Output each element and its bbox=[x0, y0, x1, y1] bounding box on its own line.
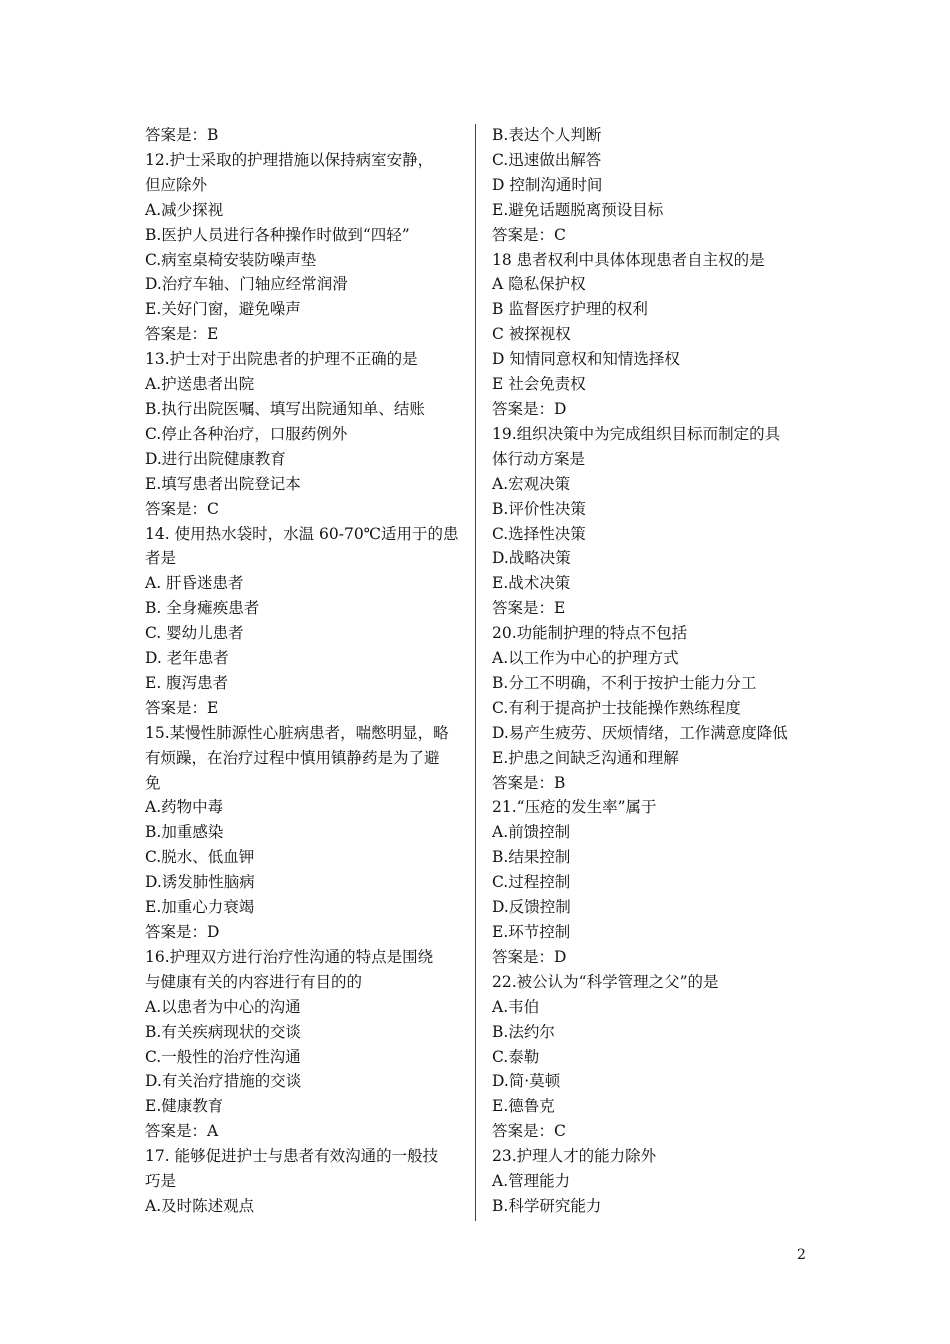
text-line: B.医护人员进行各种操作时做到“四轻” bbox=[145, 225, 410, 244]
text-line: A.减少探视 bbox=[145, 200, 224, 219]
text-line: 答案是：E bbox=[145, 698, 219, 717]
text-line: 答案是：C bbox=[492, 225, 566, 244]
text-line: A.以工作为中心的护理方式 bbox=[492, 649, 679, 668]
text-line: 答案是：C bbox=[492, 1122, 566, 1141]
text-line: C 被探视权 bbox=[492, 325, 571, 344]
text-line: C.泰勒 bbox=[492, 1047, 540, 1066]
text-line: 答案是：A bbox=[145, 1122, 219, 1141]
text-line: E 社会免责权 bbox=[492, 375, 586, 394]
text-line: D 控制沟通时间 bbox=[492, 175, 603, 194]
text-line: A.护送患者出院 bbox=[145, 375, 255, 394]
text-line: A.前馈控制 bbox=[492, 823, 571, 842]
text-line: D.战略决策 bbox=[492, 549, 571, 568]
text-line: 20.功能制护理的特点不包括 bbox=[492, 624, 688, 643]
text-line: E.避免话题脱离预设目标 bbox=[492, 200, 664, 219]
text-line: D.治疗车轴、门轴应经常润滑 bbox=[145, 275, 348, 294]
text-line: 23.护理人才的能力除外 bbox=[492, 1147, 657, 1166]
text-line: 答案是：C bbox=[145, 499, 219, 518]
text-line: C.脱水、低血钾 bbox=[145, 848, 255, 867]
text-line: A 隐私保护权 bbox=[492, 275, 586, 294]
text-line: 答案是：D bbox=[492, 947, 567, 966]
text-line: E.护患之间缺乏沟通和理解 bbox=[492, 748, 679, 767]
text-line: A.以患者为中心的沟通 bbox=[145, 997, 301, 1016]
text-line: E.德鲁克 bbox=[492, 1097, 555, 1116]
text-line: E.加重心力衰竭 bbox=[145, 898, 255, 917]
text-line: 13.护士对于出院患者的护理不正确的是 bbox=[145, 350, 418, 369]
text-line: E. 腹泻患者 bbox=[145, 673, 229, 692]
text-line: B.执行出院医嘱、填写出院通知单、结账 bbox=[145, 399, 425, 418]
text-line: B.分工不明确，不利于按护士能力分工 bbox=[492, 673, 757, 692]
text-line: E.战术决策 bbox=[492, 574, 571, 593]
text-line: 答案是：B bbox=[145, 126, 219, 144]
text-line: B.加重感染 bbox=[145, 823, 224, 842]
text-line: 18 患者权利中具体体现患者自主权的是 bbox=[492, 250, 765, 269]
text-line: 19.组织决策中为完成组织目标而制定的具 bbox=[492, 424, 781, 443]
text-line: C.一般性的治疗性沟通 bbox=[145, 1047, 301, 1066]
text-line: B.结果控制 bbox=[492, 848, 571, 867]
text-line: B. 全身瘫痪患者 bbox=[145, 599, 260, 618]
text-line: 12.护士采取的护理措施以保持病室安静， bbox=[145, 150, 434, 169]
text-line: B.表达个人判断 bbox=[492, 126, 602, 144]
text-line: 答案是：B bbox=[492, 773, 566, 792]
text-line: 14. 使用热水袋时，水温 60-70℃适用于的患 bbox=[145, 524, 459, 543]
text-line: A.韦伯 bbox=[492, 997, 540, 1016]
text-line: 体行动方案是 bbox=[492, 449, 586, 468]
text-line: A.管理能力 bbox=[492, 1172, 571, 1191]
text-line: B.评价性决策 bbox=[492, 499, 586, 518]
text-line: 15.某慢性肺源性心脏病患者，喘憋明显，略 bbox=[145, 723, 449, 742]
text-line: C.选择性决策 bbox=[492, 524, 586, 543]
text-line: C.过程控制 bbox=[492, 873, 571, 892]
text-line: E.环节控制 bbox=[492, 923, 571, 941]
text-line: B 监督医疗护理的权利 bbox=[492, 300, 648, 319]
text-line: E.关好门窗，避免噪声 bbox=[145, 300, 301, 319]
text-line: E.健康教育 bbox=[145, 1097, 224, 1116]
text-line: D. 老年患者 bbox=[145, 649, 229, 668]
text-line: 17. 能够促进护士与患者有效沟通的一般技 bbox=[145, 1147, 439, 1166]
text-line: 但应除外 bbox=[145, 175, 208, 194]
column-divider bbox=[475, 124, 476, 1221]
page-number: 2 bbox=[797, 1247, 806, 1263]
text-line: 22.被公认为“科学管理之父”的是 bbox=[492, 972, 719, 991]
text-line: D.进行出院健康教育 bbox=[145, 449, 286, 468]
text-line: 答案是：E bbox=[492, 599, 566, 618]
right-column bbox=[492, 123, 812, 1219]
text-line: A.宏观决策 bbox=[492, 474, 571, 493]
text-line: B.有关疾病现状的交谈 bbox=[145, 1022, 301, 1041]
text-line: D 知情同意权和知情选择权 bbox=[492, 350, 680, 369]
text-line: 答案是：D bbox=[145, 923, 220, 941]
text-line: C.停止各种治疗，口服药例外 bbox=[145, 424, 348, 443]
text-line: C.病室桌椅安装防噪声垫 bbox=[145, 250, 317, 269]
text-line: B.法约尔 bbox=[492, 1022, 555, 1041]
text-line: E.填写患者出院登记本 bbox=[145, 474, 301, 493]
text-line: D.有关治疗措施的交谈 bbox=[145, 1072, 302, 1091]
text-line: 21.“压疮的发生率”属于 bbox=[492, 798, 657, 817]
text-line: 与健康有关的内容进行有目的的 bbox=[145, 972, 363, 991]
text-line: D.简·莫顿 bbox=[492, 1072, 561, 1091]
text-line: 免 bbox=[145, 773, 161, 792]
text-line: C. 婴幼儿患者 bbox=[145, 624, 244, 643]
text-line: 有烦躁，在治疗过程中慎用镇静药是为了避 bbox=[145, 748, 440, 767]
text-line: B.科学研究能力 bbox=[492, 1196, 602, 1215]
text-line: C.迅速做出解答 bbox=[492, 150, 602, 169]
text-line: 巧是 bbox=[145, 1172, 177, 1191]
text-line: A.及时陈述观点 bbox=[145, 1196, 255, 1215]
text-line: D.反馈控制 bbox=[492, 898, 571, 917]
text-line: D.诱发肺性脑病 bbox=[145, 873, 255, 892]
text-line: C.有利于提高护士技能操作熟练程度 bbox=[492, 698, 741, 717]
text-line: 答案是：E bbox=[145, 325, 219, 344]
text-line: D.易产生疲劳、厌烦情绪，工作满意度降低 bbox=[492, 723, 788, 742]
text-line: 16.护理双方进行治疗性沟通的特点是围绕 bbox=[145, 947, 434, 966]
text-line: A. 肝昏迷患者 bbox=[145, 574, 244, 593]
text-line: A.药物中毒 bbox=[145, 798, 224, 817]
text-line: 者是 bbox=[145, 549, 177, 568]
text-line: 答案是：D bbox=[492, 399, 567, 418]
left-column bbox=[145, 123, 465, 1219]
